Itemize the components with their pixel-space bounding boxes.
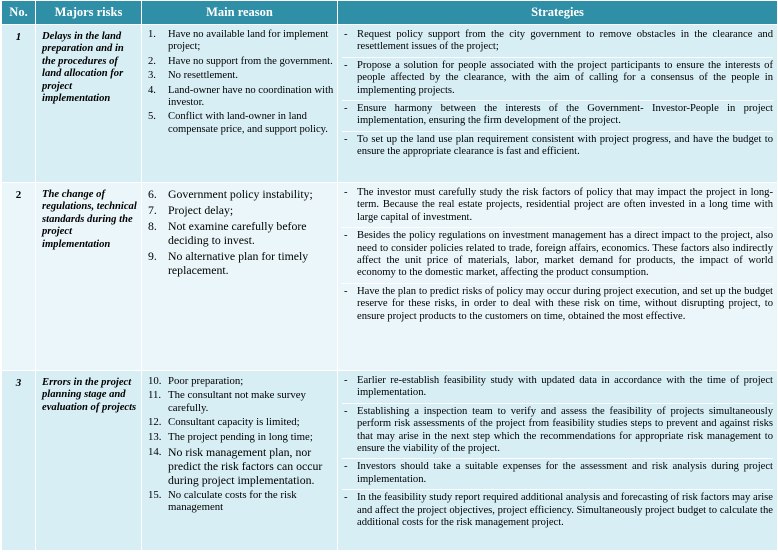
list-item: - Earlier re-establish feasibility study with updated data in accordance with the time of project implementation. [342, 373, 773, 404]
list-item: 6. Government policy instability; [148, 187, 313, 201]
risk-strategy-table [1, 0, 778, 551]
header-strategies: Strategies [338, 1, 778, 25]
risk-title: Delays in the land preparation and in the procedures of land allocation for project implementation [36, 25, 142, 183]
risk-title: Errors in the project planning stage and evaluation of projects [36, 371, 142, 551]
list-item: 3. No resettlement. [148, 70, 239, 82]
header-major-risks: Majors risks [36, 1, 142, 25]
reason-list [144, 29, 334, 136]
list-item: 7. Project delay; [148, 203, 234, 217]
list-item: - Ensure harmony between the interests of the Government- Investor-People in project implementation, ensuring the firm development of the project. [342, 101, 773, 132]
reason-list [144, 187, 334, 277]
list-item: 8. Not examine carefully before deciding to invest. [148, 219, 307, 247]
header-no: No. [2, 1, 36, 25]
list-item: 4. Land-owner have no coordination with investor. [148, 84, 334, 109]
list-item: - Besides the policy regulations on investment management has a direct impact to the project, also need to consider policies related to trade, foreign affairs, economics. These factors also indirectly affect the unit price of materials, labor, market demand for products, the impact of world economy to the domestic market, affecting the product consumption. [342, 228, 773, 284]
strategy-list [342, 185, 773, 326]
list-item: - Propose a solution for people associated with the project participants to ensure the interests of people affected by the clearance, with the aim of calling for a consensus of the people in implementing projects. [342, 58, 773, 101]
row-number: 3 [2, 371, 36, 551]
list-item: - To set up the land use plan requirement consistent with project progress, and have the budget to ensure the appropriate clearance is fast and efficient. [344, 133, 773, 158]
header-main-reason: Main reason [142, 1, 338, 25]
list-item: 13. The project pending in long time; [148, 430, 313, 443]
strategy-list [342, 27, 773, 162]
list-item: 2. Have no support from the government. [148, 55, 333, 67]
list-item: - The investor must carefully study the risk factors of policy that may impact the project in long-term. Because the real estate projects, residential project are often invested in a long time with large capital of investment. [342, 185, 773, 228]
strategy-cell [338, 371, 778, 551]
list-item: - In the feasibility study report required additional analysis and forecasting of risk factors may arise and affect the project objectives, project efficiency. Simultaneously project budget to calculate the additional costs for the risk management project. [344, 492, 773, 529]
list-item: 11. The consultant not make survey carefully. [148, 389, 306, 414]
list-item: 14. No risk management plan, nor predict the risk factors can occur during project implementation. [148, 445, 323, 488]
strategy-list [342, 373, 773, 532]
list-item: - Establishing a inspection team to verify and assess the feasibility of projects simultaneously perform risk assessments of the project from feasibility studies steps to prevent and against risks that may arise in the next step which the recommendations for appropriate risk management to ensure the viability of the project. [342, 404, 773, 460]
list-item: 15. No calculate costs for the risk management [148, 489, 297, 514]
reason-list [144, 375, 334, 514]
list-item: 1. Have no available land for implement project; [148, 29, 329, 53]
table-row [2, 25, 778, 183]
list-item: 12. Consultant capacity is limited; [148, 416, 300, 429]
strategy-cell [338, 183, 778, 371]
row-number: 2 [2, 183, 36, 371]
row-number: 1 [2, 25, 36, 183]
strategy-cell [338, 25, 778, 183]
reason-cell [142, 371, 338, 551]
list-item: 10. Poor preparation; [148, 375, 244, 387]
table-row [2, 371, 778, 551]
table-row [2, 183, 778, 371]
list-item: - Have the plan to predict risks of policy may occur during project execution, and set up the budget reserve for these risks, in order to deal with these risk on time, without disrupting project, to ensure project products to the customers on time, obtained the most effective. [344, 285, 773, 322]
list-item: 5. Conflict with land-owner in land compensate price, and support policy. [148, 111, 328, 135]
list-item: 9. No alternative plan for timely replacement. [148, 249, 309, 277]
list-item: - Investors should take a suitable expenses for the assessment and risk analysis during project implementation. [342, 459, 773, 490]
header-row [2, 1, 778, 25]
reason-cell [142, 183, 338, 371]
list-item: - Request policy support from the city government to remove obstacles in the clearance and resettlement issues of the project; [342, 27, 773, 58]
reason-cell [142, 25, 338, 183]
risk-title: The change of regulations, technical standards during the project implementation [36, 183, 142, 371]
